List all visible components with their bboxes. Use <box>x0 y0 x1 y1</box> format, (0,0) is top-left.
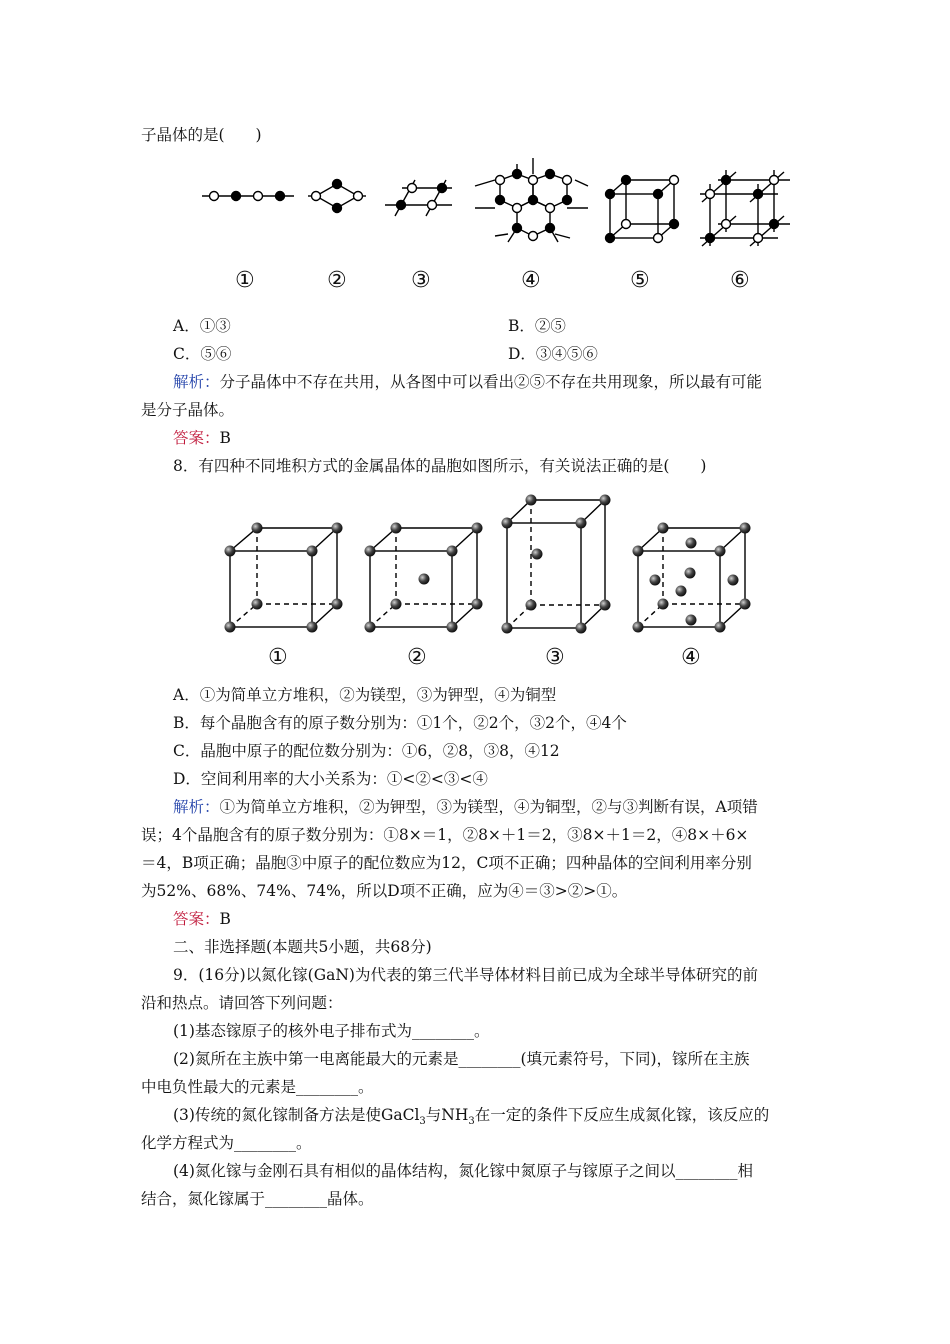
q9-part-4-line-1: (4)氮化镓与金刚石具有相似的晶体结构，氮化镓中氮原子与镓原子之间以________相 <box>173 1162 753 1180</box>
q9-stem-1: 9．(16分)以氮化镓(GaN)为代表的第三代半导体材料目前已成为全球半导体研究的前 <box>173 966 758 984</box>
q7-fig-label-6: ⑥ <box>730 268 750 293</box>
q9-part-3-text-c: 在一定的条件下反应生成氮化镓，该反应的 <box>474 1106 770 1124</box>
q7-fig-label-2: ② <box>327 268 347 293</box>
q8-option-d: D．空间利用率的大小关系为：①<②<③<④ <box>173 770 488 788</box>
q7-fig-label-4: ④ <box>521 268 541 293</box>
q9-part-2-line-2: 中电负性最大的元素是________。 <box>141 1078 374 1096</box>
q9-part-3-text-b: 与NH <box>425 1106 469 1124</box>
q9-part-3-line-2: 化学方程式为________。 <box>141 1134 312 1152</box>
q8-option-c: C．晶胞中原子的配位数分别为：①6，②8，③8，④12 <box>173 742 560 760</box>
structure-5 <box>606 176 679 243</box>
q7-option-d: D．③④⑤⑥ <box>508 345 598 363</box>
structure-4 <box>475 158 588 242</box>
structure-6 <box>700 170 790 246</box>
q7-fig-label-3: ③ <box>411 268 431 293</box>
q8-fig-label-3: ③ <box>545 645 565 670</box>
q7-analysis-line-2: 是分子晶体。 <box>141 401 235 419</box>
q8-answer-label: 答案： <box>173 910 220 928</box>
q8-option-b: B．每个晶胞含有的原子数分别为：①1个，②2个，③2个，④4个 <box>173 714 627 732</box>
q8-stem: 8．有四种不同堆积方式的金属晶体的晶胞如图所示，有关说法正确的是( ) <box>173 457 707 475</box>
cell-1 <box>230 528 337 627</box>
q7-answer-label: 答案： <box>173 429 220 447</box>
q7-analysis-text-1: 分子晶体中不存在共用，从各图中可以看出②⑤不存在共用现象，所以最有可能 <box>219 373 763 391</box>
q8-fig-label-2: ② <box>407 645 427 670</box>
q8-fig-label-4: ④ <box>681 645 701 670</box>
q7-fig-label-1: ① <box>235 268 255 293</box>
q8-analysis-text-1: ①为简单立方堆积，②为钾型，③为镁型，④为铜型，②与③判断有误，A项错 <box>219 798 758 816</box>
q8-analysis-label: 解析： <box>173 798 220 816</box>
structure-1 <box>202 192 294 201</box>
q7-option-b: B．②⑤ <box>508 317 566 335</box>
q9-stem-2: 沿和热点。请回答下列问题： <box>141 994 343 1012</box>
q9-part-1: (1)基态镓原子的核外电子排布式为________。 <box>173 1022 490 1040</box>
q8-figures <box>215 488 765 638</box>
q9-part-2-line-1: (2)氮所在主族中第一电离能最大的元素是________(填元素符号，下同)，镓所在主族 <box>173 1050 750 1068</box>
q8-option-a: A．①为简单立方堆积，②为镁型，③为钾型，④为铜型 <box>173 686 557 704</box>
q7-option-c: C．⑤⑥ <box>173 345 232 363</box>
q9-part-4-line-2: 结合，氮化镓属于________晶体。 <box>141 1190 374 1208</box>
structure-2 <box>308 180 366 213</box>
q9-part-3-sub-2: 3 <box>468 1116 475 1128</box>
q9-part-3-line-1 <box>173 1105 769 1132</box>
q8-analysis <box>173 797 758 817</box>
q7-analysis-label: 解析： <box>173 373 220 391</box>
q7-analysis <box>173 372 762 392</box>
q7-fig-label-5: ⑤ <box>630 268 650 293</box>
q8-analysis-line-2: 误；4个晶胞含有的原子数分别为：①8×＝1，②8×＋1＝2，③8×＋1＝2，④8×＋6× <box>141 826 749 844</box>
q7-stem: 子晶体的是( ) <box>141 126 262 144</box>
q8-answer <box>173 909 231 929</box>
q8-fig-label-1: ① <box>268 645 288 670</box>
cell-3 <box>507 500 605 628</box>
q9-part-3-text-a: (3)传统的氮化镓制备方法是使GaCl <box>173 1106 420 1124</box>
q7-answer-value: B <box>219 429 231 447</box>
q7-answer <box>173 428 231 448</box>
q7-figures <box>190 150 810 250</box>
q8-analysis-line-3: ＝4，B项正确；晶胞③中原子的配位数应为12，C项不正确；四种晶体的空间利用率分别 <box>141 854 752 872</box>
q8-answer-value: B <box>219 910 231 928</box>
q8-analysis-line-4: 为52%、68%、74%、74%，所以D项不正确，应为④＝③>②>①。 <box>141 882 628 900</box>
section-2-heading: 二、非选择题(本题共5小题，共68分) <box>173 938 432 956</box>
q7-option-a: A．①③ <box>173 317 231 335</box>
q9-part-3-sub-1: 3 <box>419 1116 426 1128</box>
structure-3 <box>385 180 452 216</box>
